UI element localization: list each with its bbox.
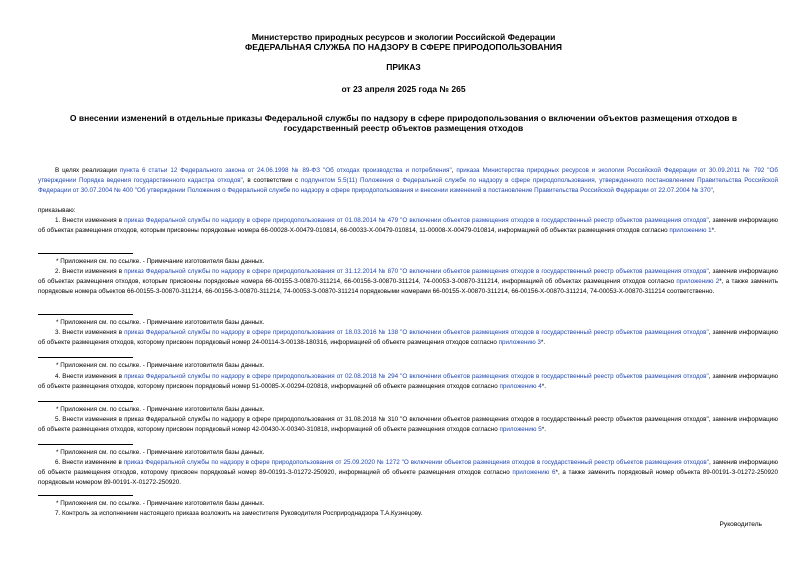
appendix-3-link[interactable]: приложению 3	[498, 339, 541, 346]
footnote-6: * Приложения см. по ссылке. - Примечание изготовителя базы данных.	[56, 500, 265, 507]
footnote-4: * Приложения см. по ссылке. - Примечание изготовителя базы данных.	[56, 406, 265, 413]
footnote-separator	[38, 444, 133, 445]
ministry-order-link[interactable]: приказа Министерства природных ресурсов и экологии Российской Федерации от 30.09.2011 № 792 "Об утверждении Порядка ведения государственного кадастра отходов"	[38, 167, 779, 184]
footnote-separator	[38, 495, 133, 496]
item-2: 2. Внести изменения в приказ Федеральной службы по надзору в сфере природопользования от 31.12.2014 № 870 "О включении объектов размещения отходов в государственный реестр объектов размещения отходов", заменив информацию об объектах размещения отходов, которым присвоены порядковые номера 66-00155-З-00870-311214, 66-00156-З-00870-311214, 74-00053-З-00870-311214, информацией об объектах размещения отходов согласно приложению 2*, а также заменить порядковые номера объектов 66-00155-З-00870-311214, 66-00156-З-00870-311214, 74-00053-З-00870-311214 порядковыми номерами 66-00155-Х-00870-311214, 66-00156-Х-00870-311214, 74-00053-Х-00870-311214 соответственно.	[38, 268, 778, 295]
item-6-order-link[interactable]: приказ Федеральной службы по надзору в сфере природопользования от 25.09.2020 № 1272 "О включении объектов размещения отходов в государственный реестр объектов размещения отходов"	[123, 459, 709, 466]
order-word: приказываю:	[38, 207, 76, 214]
appendix-6-link[interactable]: приложению 6	[512, 469, 556, 476]
footnote-separator	[38, 253, 133, 254]
footnote-5: * Приложения см. по ссылке. - Примечание изготовителя базы данных.	[56, 449, 265, 456]
appendix-2-link[interactable]: приложению 2	[676, 278, 720, 285]
appendix-5-link[interactable]: приложению 5	[499, 426, 542, 433]
item-4-order-link[interactable]: приказ Федеральной службы по надзору в сфере природопользования от 02.08.2018 № 294 "О включении объектов размещения отходов в государственный реестр объектов размещения отходов"	[124, 373, 709, 380]
footnote-separator	[38, 357, 133, 358]
footnote-separator	[38, 314, 133, 315]
signature-title: Руководитель	[719, 521, 762, 528]
ministry-name: Министерство природных ресурсов и экологии Российской Федерации	[251, 32, 556, 42]
footnote-2: * Приложения см. по ссылке. - Примечание изготовителя базы данных.	[56, 319, 265, 326]
item-3: 3. Внести изменения в приказ Федеральной службы по надзору в сфере природопользования от 18.03.2016 № 138 "О включении объектов размещения отходов в государственный реестр объектов размещения отходов", заменив информацию об объекте размещения отходов, которому присвоен порядковый номер 24-00114-З-00138-180316, информацией об объекте размещения отходов согласно приложению 3*.	[38, 329, 778, 346]
appendix-4-link[interactable]: приложению 4	[499, 383, 542, 390]
footnote-separator	[38, 401, 133, 402]
footnote-1: * Приложения см. по ссылке. - Примечание изготовителя базы данных.	[56, 258, 265, 265]
item-7: 7. Контроль за исполнением настоящего приказа возложить на заместителя Руководителя Росприроднадзора Т.А.Кузнецову.	[55, 510, 423, 517]
item-2-order-link[interactable]: приказ Федеральной службы по надзору в сфере природопользования от 31.12.2014 № 870 "О включении объектов размещения отходов в государственный реестр объектов размещения отходов"	[124, 268, 709, 275]
item-1: 1. Внести изменения в приказ Федеральной службы по надзору в сфере природопользования от 01.08.2014 № 479 "О включении объектов размещения отходов в государственный реестр объектов размещения отходов", заменив информацию об объектах размещения отходов, которым присвоены порядковые номера 66-00028-Х-00479-010814, 66-00033-Х-00479-010814, 11-00008-Х-00479-010814, информацией об объектах размещения отходов согласно приложению 1*.	[38, 217, 778, 234]
law-link[interactable]: пункта 6 статьи 12 Федерального закона от 24.06.1998 № 89-ФЗ "Об отходах производства и потребления"	[119, 167, 452, 174]
intro-paragraph: В целях реализации пункта 6 статьи 12 Федерального закона от 24.06.1998 № 89-ФЗ "Об отходах производства и потребления", приказа Министерства природных ресурсов и экологии Российской Федерации от 30.09.2011 № 792 "Об утверждении Порядка ведения государственного кадастра отходов", в соответствии с подпунктом 5.5(11) Положения о Федеральной службе по надзору в сфере природопользования, утвержденного постановлением Правительства Российской Федерации от 30.07.2004 № 400 "Об утверждении Положения о Федеральной службе по надзору в сфере природопользования и внесении изменений в постановление Правительства Российской Федерации от 22.07.2004 № 370",	[38, 167, 779, 194]
doc-title-line-1: О внесении изменений в отдельные приказы Федеральной службы по надзору в сфере природопользования о включении объектов размещения отходов в	[69, 113, 738, 123]
item-4: 4. Внести изменения в приказ Федеральной службы по надзору в сфере природопользования от 02.08.2018 № 294 "О включении объектов размещения отходов в государственный реестр объектов размещения отходов", заменив информацию об объекте размещения отходов, которому присвоен порядковый номер 51-00085-Х-00294-020818, информацией об объекте размещения отходов согласно приложению 4*.	[38, 373, 778, 390]
regulation-link[interactable]: подпунктом 5.5(11) Положения о Федеральной службе по надзору в сфере природопользования, утвержденного постановлением Правительства Российской Федерации от 30.07.2004 № 400 "Об утверждении Положения о Федеральной службе по надзору в сфере природопользования и внесении изменений в постановление Правительства Российской Федерации от 22.07.2004 № 370"	[38, 177, 778, 194]
footnote-3: * Приложения см. по ссылке. - Примечание изготовителя базы данных.	[56, 362, 265, 369]
appendix-1-link[interactable]: приложению 1	[669, 227, 712, 234]
doc-type: ПРИКАЗ	[386, 62, 421, 72]
item-3-order-link[interactable]: приказ Федеральной службы по надзору в сфере природопользования от 18.03.2016 № 138 "О включении объектов размещения отходов в государственный реестр объектов размещения отходов"	[124, 329, 709, 336]
item-1-order-link[interactable]: приказ Федеральной службы по надзору в сфере природопользования от 01.08.2014 № 479 "О включении объектов размещения отходов в государственный реестр объектов размещения отходов"	[124, 217, 709, 224]
doc-date-number: от 23 апреля 2025 года № 265	[341, 84, 466, 94]
service-name: ФЕДЕРАЛЬНАЯ СЛУЖБА ПО НАДЗОРУ В СФЕРЕ ПРИРОДОПОЛЬЗОВАНИЯ	[245, 42, 562, 52]
item-5: 5. Внести изменения в приказ Федеральной службы по надзору в сфере природопользования от 31.08.2018 № 310 "О включении объектов размещения отходов в государственный реестр объектов размещения отходов", заменив информацию об объекте размещения отходов, которому присвоен порядковый номер 42-00430-Х-00340-310818, информацией об объекте размещения отходов согласно приложению 5*.	[38, 416, 779, 433]
item-6: 6. Внести изменение в приказ Федеральной службы по надзору в сфере природопользования от 25.09.2020 № 1272 "О включении объектов размещения отходов в государственный реестр объектов размещения отходов", заменив информацию об объекте размещения отходов, которому присвоен порядковый номер 89-00191-З-01272-250920, информацией об объекте размещения отходов согласно приложению 6*, а также заменить порядковый номер объекта 89-00191-З-01272-250920 порядковым номером 89-00191-Х-01272-250920.	[38, 459, 778, 486]
doc-title-line-2: государственный реестр объектов размещения отходов	[283, 123, 524, 133]
